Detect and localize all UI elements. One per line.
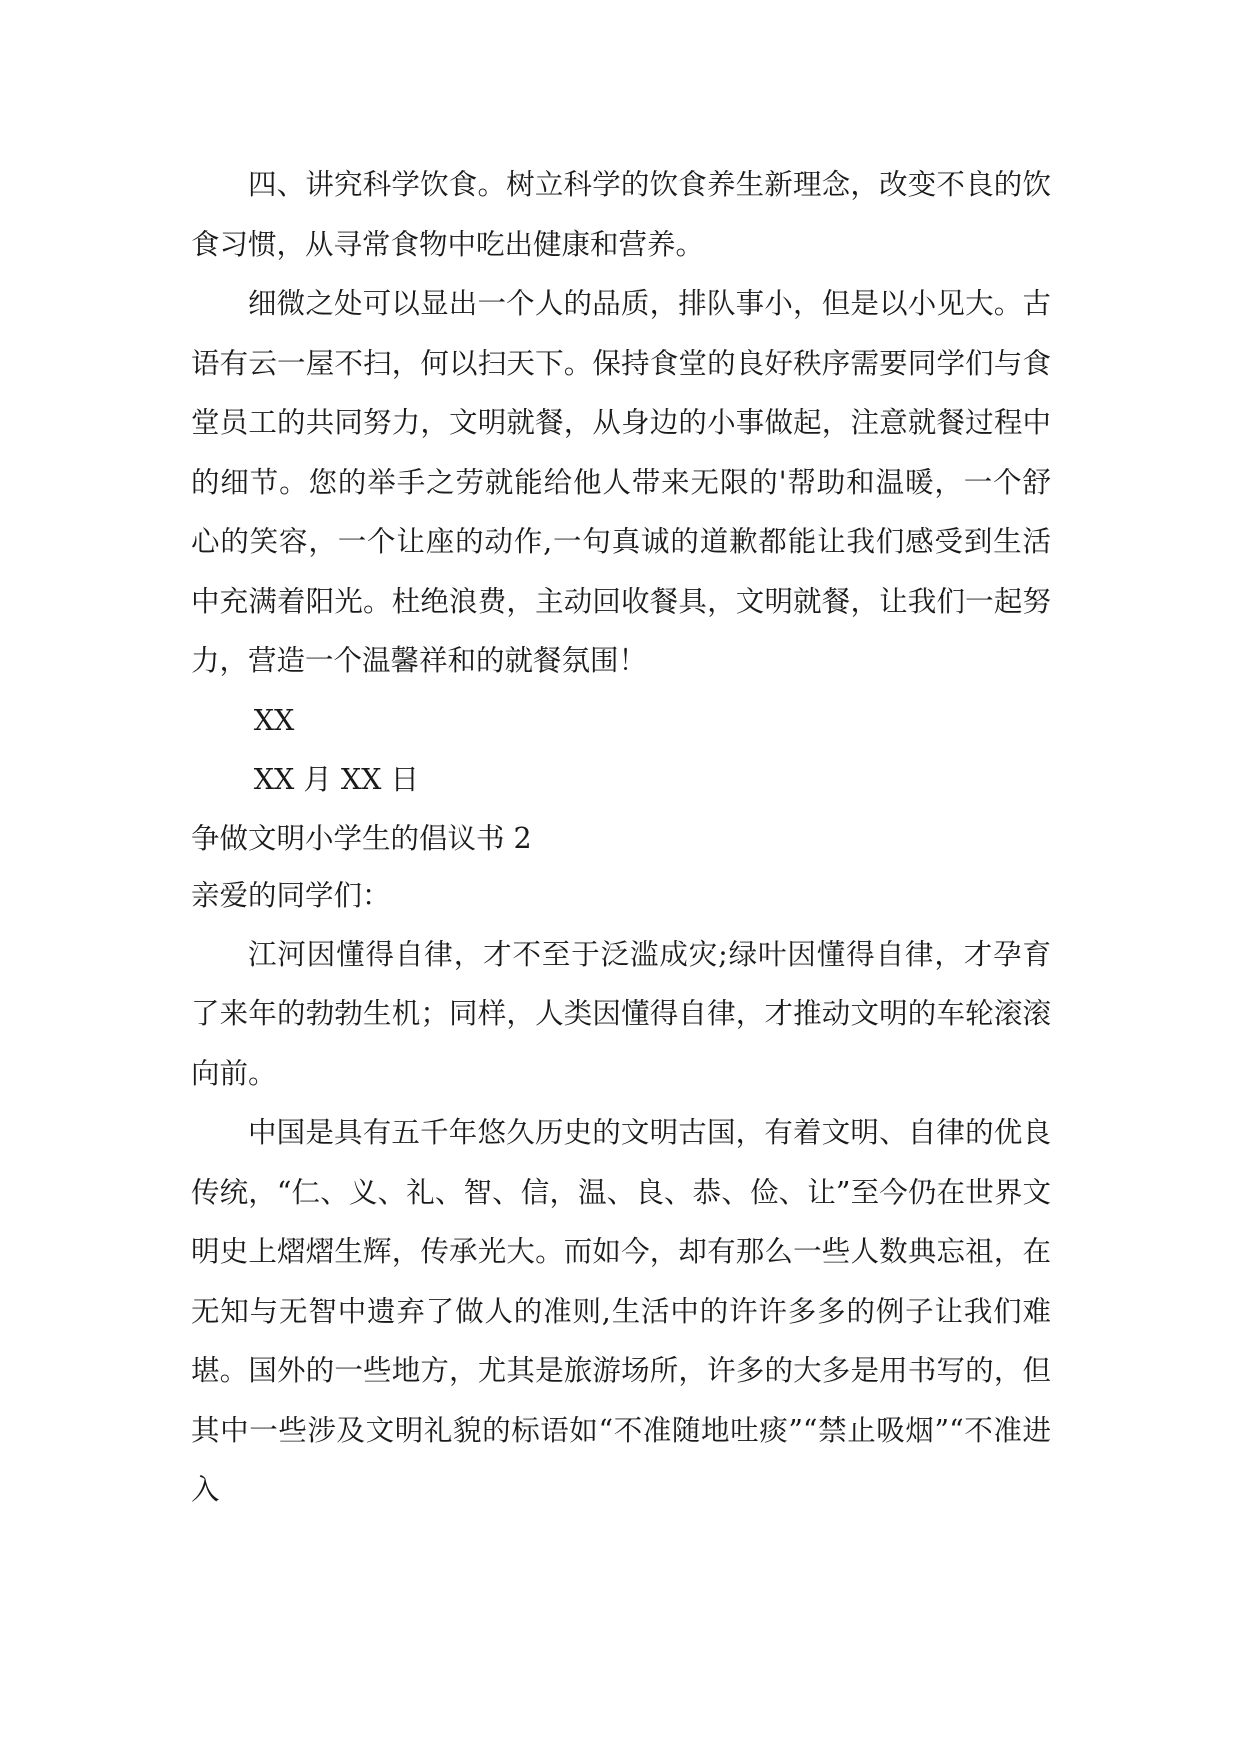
paragraph-diet: 四、讲究科学饮食。树立科学的饮食养生新理念，改变不良的饮食习惯，从寻常食物中吃出健康和营养。 [191, 168, 1051, 261]
document-page [191, 155, 1051, 1520]
paragraph-civilization: 中国是具有五千年悠久历史的文明古国，有着文明、自律的优良传统，“仁、义、礼、智、信，温、良、恭、俭、让”至今仍在世界文明史上熠熠生辉，传承光大。而如今，却有那么一些人数典忘祖，在无知与无智中遗弃了做人的准则,生活中的许许多多的例子让我们难堪。国外的一些地方，尤其是旅游场所，许多的大多是用书写的，但其中一些涉及文明礼貌的标语如“不准随地吐痰”“禁止吸烟”“不准进入 [191, 1116, 1051, 1506]
signature-date: XX 月 XX 日 [253, 763, 420, 796]
paragraph-details: 细微之处可以显出一个人的品质，排队事小，但是以小见大。古语有云一屋不扫，何以扫天下。保持食堂的良好秩序需要同学们与食堂员工的共同努力，文明就餐，从身边的小事做起，注意就餐过程中的细节。您的举手之劳就能给他人带来无限的'帮助和温暖，一个舒心的笑容，一个让座的动作,一句真诚的道歉都能让我们感受到生活中充满着阳光。杜绝浪费，主动回收餐具，文明就餐，让我们一起努力，营造一个温馨祥和的就餐氛围！ [191, 287, 1051, 677]
section-title: 争做文明小学生的倡议书 2 [191, 821, 532, 855]
salutation: 亲爱的同学们： [191, 878, 391, 912]
paragraph-self-discipline: 江河因懂得自律，才不至于泛滥成灾;绿叶因懂得自律，才孕育了来年的勃勃生机；同样，人类因懂得自律，才推动文明的车轮滚滚向前。 [191, 937, 1051, 1090]
signature-name: XX [253, 703, 295, 737]
